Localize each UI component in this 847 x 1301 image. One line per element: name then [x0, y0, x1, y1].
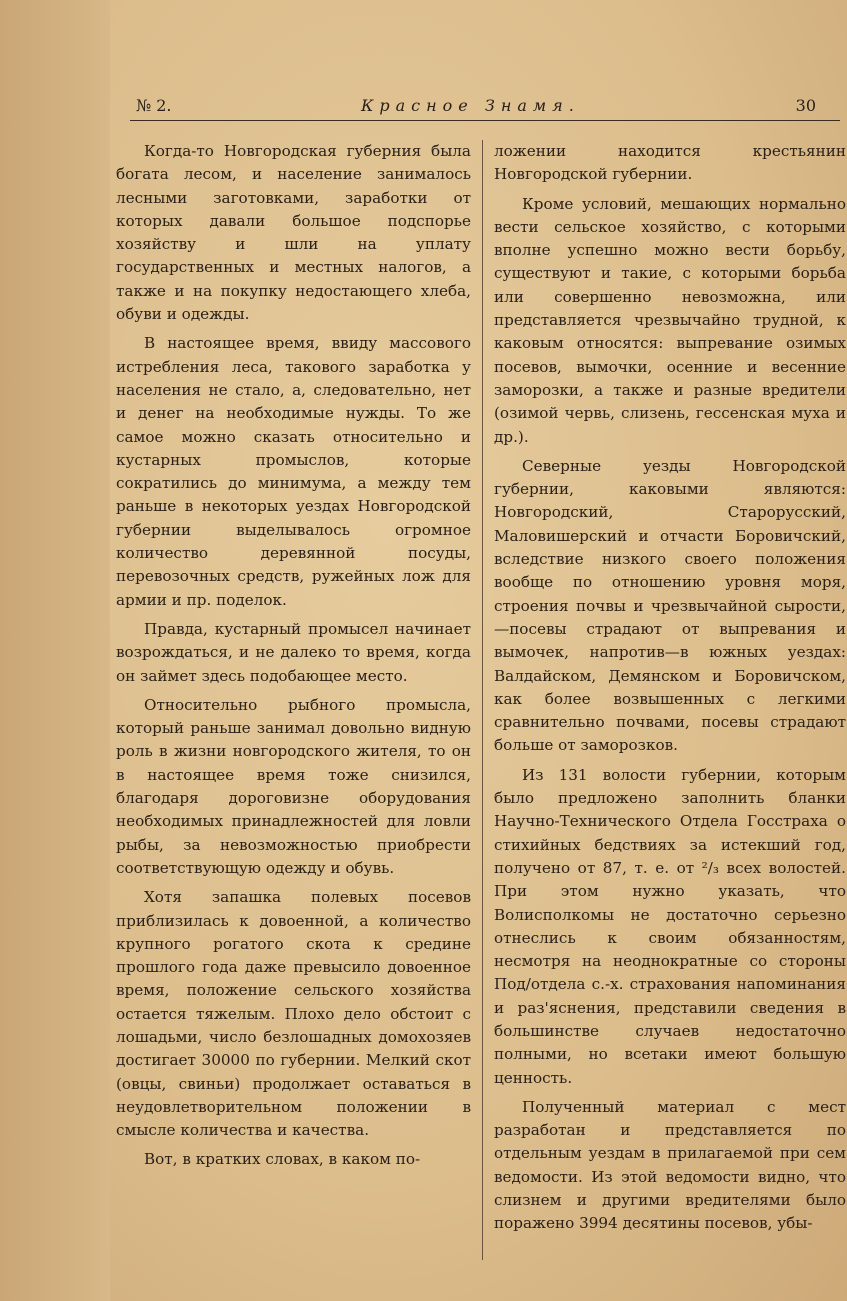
paragraph: Правда, кустарный промысел начинает возрождаться, и не далеко то время, когда он займет здесь подобающее место.: [116, 619, 471, 685]
paragraph: Полученный материал с мест разработан и представляется по отдельным уездам в прилагаемой при сем ведомости. Из этой ведомости видно, что слизнем и другими вредителями было поражено 3994 десятины посевов, убы-: [494, 1097, 846, 1233]
paragraph: В настоящее время, ввиду массового истребления леса, такового заработка у населения не стало, а, следовательно, нет и денег на необходимые нужды. То же самое можно сказать относительно и кустарных промыслов, которые сократились до минимума, а между тем раньше в некоторых уездах Новгородской губернии выделывалось огромное количество деревянной посуды, перевозочных средств, ружейных лож для армии и пр. поделок.: [116, 334, 471, 609]
paragraph: Относительно рыбного промысла, который раньше занимал довольно видную роль в жизни новгородского жителя, то он в настоящее время тоже снизился, благодаря дороговизне оборудования необходимых принадлежностей для ловли рыбы, за невозможностью приобрести соответствующую одежду и обувь.: [116, 695, 471, 877]
paragraph: Из 131 волости губернии, которым было предложено заполнить бланки Научно-Технического Отдела Госстраха о стихийных бедствиях за истекший год, получено от 87, т. е. от ²/₃ всех волостей. При этом нужно указать, что Волисполкомы не достаточно серьезно отнеслись к своим обязанностям, несмотря на неоднократные со стороны Под/отдела с.-х. страхования напоминания и раз'яснения, представили сведения в большинстве случаев недостаточно полными, но всетаки имеют большую ценность.: [494, 765, 846, 1087]
left-column: [116, 140, 471, 1178]
paragraph: Когда-то Новгородская губерния была богата лесом, и население занималось лесными заготовками, заработки от которых давали большое подспорье хозяйству и шли на уплату государственных и местных налогов, а также и на покупку недостающего хлеба, обуви и одежды.: [116, 142, 471, 324]
paragraph: Северные уезды Новгородской губернии, каковыми являются: Новгородский, Старорусский, Маловишерский и отчасти Боровичский, вследствие низкого своего положения вообще по отношению уровня моря, строения почвы и чрезвычайной сырости,—посевы страдают от выпревания и вымочек, напротив—в южных уездах: Валдайском, Демянском и Боровичском, как более возвышенных с легкими сравнительно почвами, посевы страдают больше от заморозков.: [494, 456, 846, 755]
issue-number: № 2.: [136, 96, 172, 115]
column-divider: [482, 140, 483, 1260]
right-column: [494, 140, 846, 1242]
header-rule: [130, 120, 840, 121]
page-margin: [0, 0, 110, 1301]
newspaper-title: Красное Знамя.: [361, 96, 580, 115]
page-number: 30: [795, 96, 816, 115]
paragraph: Кроме условий, мешающих нормально вести сельское хозяйство, с которыми вполне успешно можно вести борьбу, существуют и такие, с которыми борьба или совершенно невозможна, или представляется чрезвычайно трудной, к каковым относятся: выпревание озимых посевов, вымочки, осенние и весенние заморозки, а также и разные вредители (озимой червь, слизень, гессенская муха и др.).: [494, 194, 846, 446]
paragraph: ложении находится крестьянин Новгородской губернии.: [494, 142, 846, 184]
paragraph: Хотя запашка полевых посевов приблизилась к довоенной, а количество крупного рогатого скота к средине прошлого года даже превысило довоенное время, положение сельского хозяйства остается тяжелым. Плохо дело обстоит с лошадьми, число безлошадных домохозяев достигает 30000 по губернии. Мелкий скот (овцы, свиньи) продолжает оставаться в неудовлетворительном положении в смысле количества и качества.: [116, 888, 471, 1140]
page-header: [136, 96, 836, 126]
paragraph: Вот, в кратких словах, в каком по-: [144, 1150, 421, 1169]
